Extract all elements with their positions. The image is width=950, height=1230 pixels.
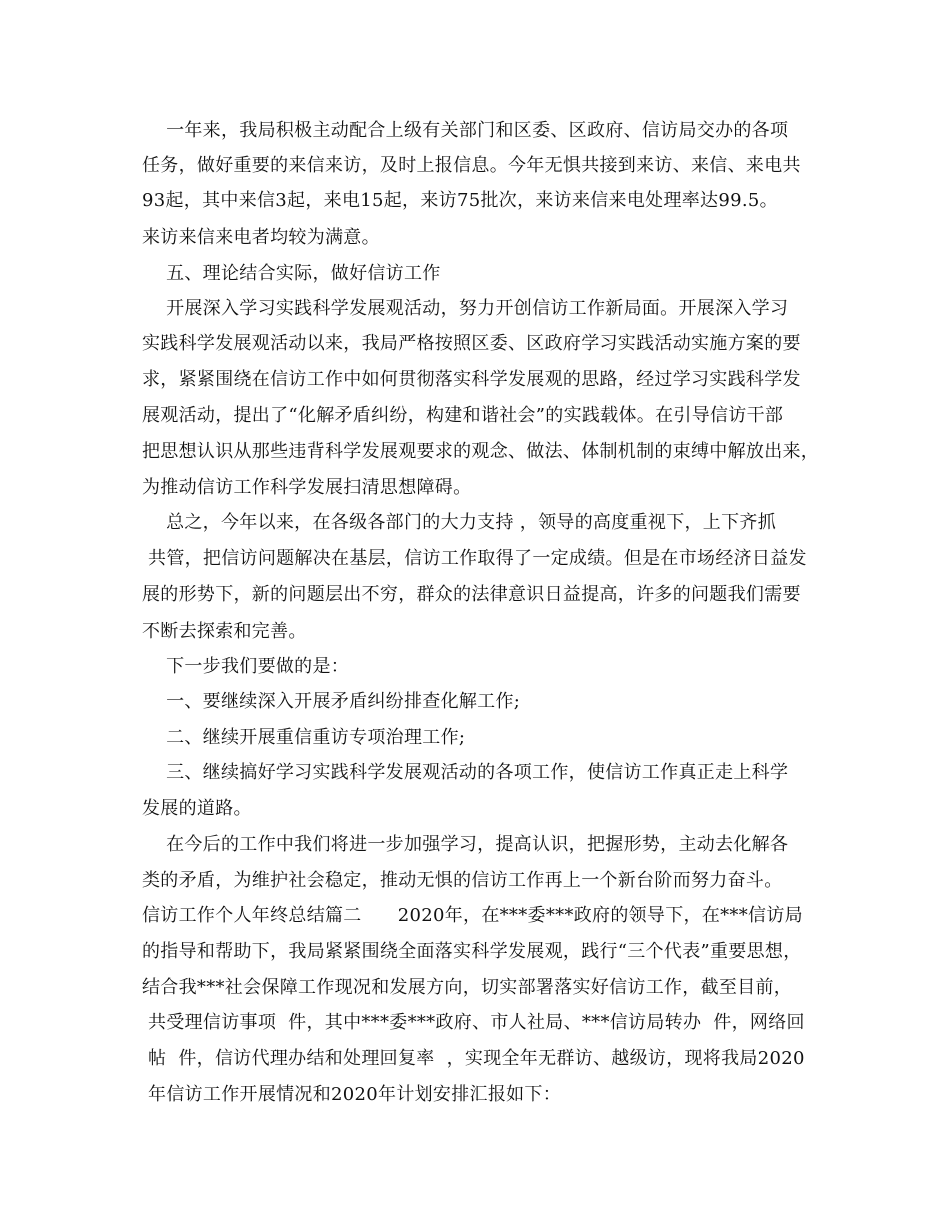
text-line: 展的形势下，新的问题层出不穷，群众的法律意识日益提高，许多的问题我们需要 (142, 584, 801, 605)
text-line: 二、继续开展重信重访专项治理工作; (142, 727, 466, 748)
text-line: 把思想认识从那些违背科学发展观要求的观念、做法、体制机制的束缚中解放出来， (142, 441, 820, 462)
text-line: 任务，做好重要的来信来访，及时上报信息。今年无惧共接到来访、来信、来电共 (142, 155, 801, 176)
text-line: 不断去探索和完善。 (142, 621, 307, 642)
text-line: 类的矛盾，为维护社会稳定，推动无惧的信访工作再上一个新台阶而努力奋斗。 (142, 870, 783, 891)
text-line: 93起，其中来信3起，来电15起，来访75批次，来访来信来电处理率达99.5。 (142, 190, 778, 211)
text-line: 年信访工作开展情况和2020年计划安排汇报如下： (142, 1084, 562, 1105)
text-line: 求，紧紧围绕在信访工作中如何贯彻落实科学发展观的思路，经过学习实践科学发 (142, 369, 801, 390)
text-line: 在今后的工作中我们将进一步加强学习，提高认识，把握形势，主动去化解各 (142, 834, 789, 855)
text-line: 开展深入学习实践科学发展观活动，努力开创信访工作新局面。开展深入学习 (142, 298, 789, 319)
text-line: 共管，把信访问题解决在基层，信访工作取得了一定成绩。但是在市场经济日益发 (142, 548, 807, 569)
text-line: 五、理论结合实际，做好信访工作 (142, 263, 441, 284)
text-line: 展观活动，提出了“化解矛盾纠纷，构建和谐社会”的实践载体。在引导信访干部 (142, 405, 784, 426)
text-line: 结合我***社会保障工作现况和发展方向，切实部署落实好信访工作，截至目前， (142, 977, 793, 998)
text-line: 信访工作个人年终总结篇二 2020年，在***委***政府的领导下，在***信访局 (142, 905, 803, 926)
text-line: 共受理信访事项 件，其中***委***政府、市人社局、***信访局转办 件，网络回 (142, 1012, 805, 1033)
text-line: 来访来信来电者均较为满意。 (142, 227, 380, 248)
text-line: 下一步我们要做的是： (142, 656, 350, 677)
text-line: 为推动信访工作科学发展扫清思想障碍。 (142, 477, 472, 498)
text-line: 总之，今年以来，在各级各部门的大力支持 ，领导的高度重视下，上下齐抓 (142, 512, 777, 533)
text-line: 一、要继续深入开展矛盾纠纷排查化解工作; (142, 691, 521, 712)
text-line: 三、继续搞好学习实践科学发展观活动的各项工作，使信访工作真正走上科学 (142, 762, 789, 783)
text-line: 帖 件，信访代理办结和处理回复率 ，实现全年无群访、越级访，现将我局2020 (142, 1048, 805, 1069)
text-line: 实践科学发展观活动以来，我局严格按照区委、区政府学习实践活动实施方案的要 (142, 333, 801, 354)
text-line: 发展的道路。 (142, 798, 252, 819)
text-line: 的指导和帮助下，我局紧紧围绕全面落实科学发展观，践行“三个代表”重要思想， (142, 941, 802, 962)
text-line: 一年来，我局积极主动配合上级有关部门和区委、区政府、信访局交办的各项 (142, 120, 789, 141)
